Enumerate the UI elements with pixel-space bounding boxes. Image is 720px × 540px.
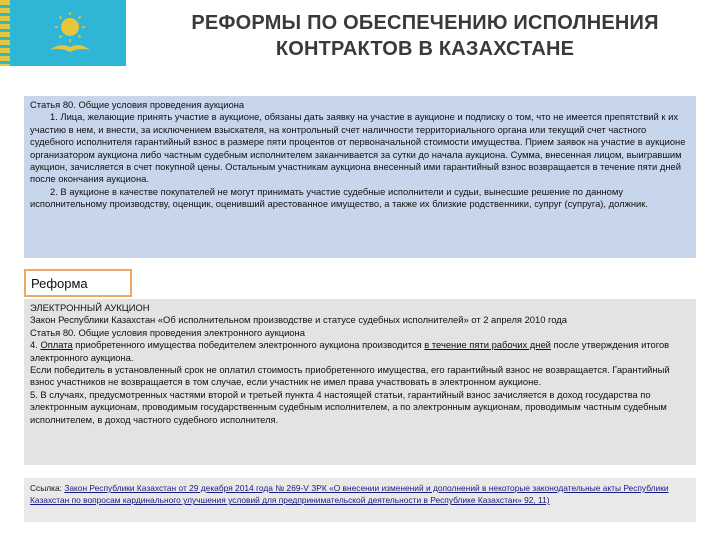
reference-box: [24, 478, 696, 522]
old-law-paragraph-2: 2. В аукционе в качестве покупателей не могут принимать участие судебные исполнители и судьи, вынесшие решение по данному исполнительному производству, оценщик, оценивший арестованное имущество, а также их близкие родственники, супруг (супруга), должник.: [30, 185, 648, 210]
title-line-2: КОНТРАКТОВ В КАЗАХСТАНЕ: [275, 38, 575, 60]
old-law-box: [24, 96, 696, 258]
reform-p4-middle: приобретенного имущества победителем электронного аукциона производится: [72, 339, 425, 351]
reform-law-title: Закон Республики Казахстан «Об исполнительном производстве и статусе судебных исполнителей» от 2 апреля 2010 года: [30, 314, 567, 326]
reference-law-link[interactable]: Закон Республики Казахстан от 29 декабря 2014 года № 269-V ЗРК «О внесении изменений и дополнений в некоторые законодательные акты Республики Казахстан по вопросам кардинального улучшения условий для предпринимательской деятельности в Республике Казахстан» 92, 11): [30, 483, 669, 506]
reform-p4-term: в течение пяти рабочих дней: [424, 339, 551, 351]
reform-tab: Реформа: [24, 269, 132, 297]
reform-article-heading: Статья 80. Общие условия проведения электронного аукциона: [30, 326, 305, 338]
old-law-paragraph-1: 1. Лица, желающие принять участие в аукционе, обязаны дать заявку на участие в аукционе и подписку о том, что не имеется препятствий к их участию в нем, и внести, за исключением взыскателя, на контрольный счет наличности территориального органа или текущий счет частного судебного исполнителя гарантийный взнос в размере пяти процентов от первоначальной стоимости имущества. Прием заявок на участие в аукционе организатором аукциона либо частным судебным исполнителем заканчивается за сутки до начала аукциона. Сумма, внесенная лицом, выигравшим аукцион, зачисляется в счет покупной цены. Остальным участникам аукциона внесенный ими гарантийный взнос возвращается в течение пяти дней после окончания аукциона.: [30, 111, 686, 185]
flag-emblem-icon: [0, 0, 126, 66]
reference-prefix: Ссылка:: [30, 483, 65, 493]
reform-paragraph-4: [30, 339, 690, 364]
reform-p4-payment-word: Оплата: [40, 339, 73, 351]
reform-paragraph-4b: Если победитель в установленный срок не оплатил стоимость приобретенного имущества, его гарантийный взнос не возвращается. Гарантийный взнос участников не возвращается в том случае, если участник не имел права участвовать в электронном аукционе.: [30, 364, 670, 388]
kazakhstan-flag-icon: [0, 0, 126, 66]
old-law-heading: Статья 80. Общие условия проведения аукциона: [30, 99, 245, 110]
reform-p4-end: после утверждения итогов электронного аукциона.: [30, 339, 670, 363]
reform-p4-number: 4.: [30, 339, 41, 351]
title-line-1: РЕФОРМЫ ПО ОБЕСПЕЧЕНИЮ ИСПОЛНЕНИЯ: [191, 12, 659, 34]
reform-paragraph-5: 5. В случаях, предусмотренных частями второй и третьей пункта 4 настоящей статьи, гарантийный взнос зачисляется в доход государства по электронным аукционам, проводимым государственным судебным исполнителем, а по электронным аукционам, проводимым частным судебным исполнителем, в доход частного судебного исполнителя.: [30, 388, 667, 425]
reform-heading: ЭЛЕКТРОННЫЙ АУКЦИОН: [30, 302, 150, 313]
page-title: [130, 10, 720, 62]
reform-box: [24, 299, 696, 465]
